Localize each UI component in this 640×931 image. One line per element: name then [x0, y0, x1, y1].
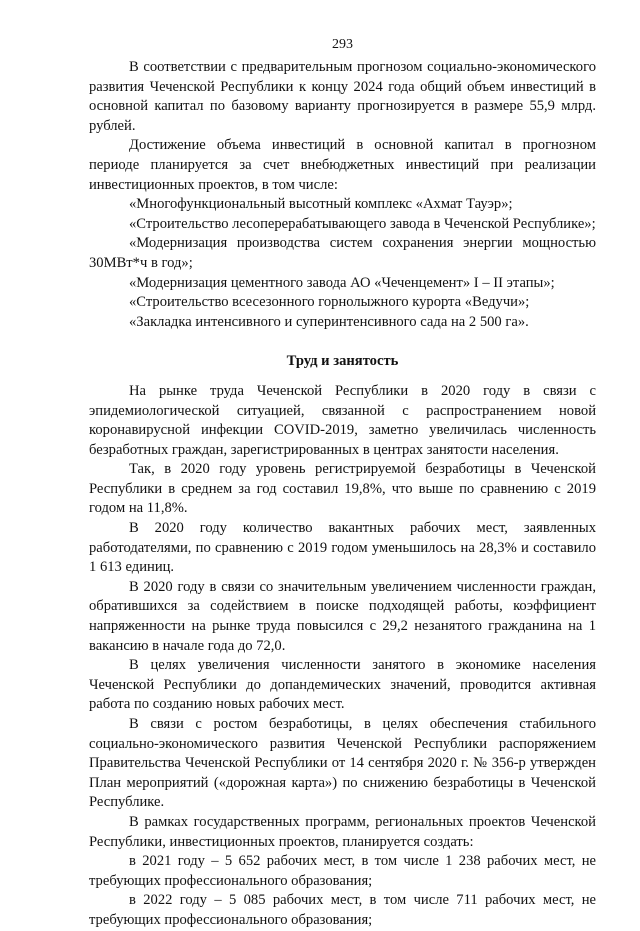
project-item: «Модернизация цементного завода АО «Чеченцемент» I – II этапы»; [129, 274, 555, 291]
project-item: «Модернизация производства систем сохранения энергии мощностью 30МВт*ч в год»; [89, 235, 596, 271]
paragraph-tension-coefficient: В 2020 году в связи со значительным увеличением численности граждан, обратившихся за содействием в поиске подходящей работы, коэффициент напряженности на рынке труда повысился с 29,2 незанятого гражданина на 1 вакансию в начале года до 72,0. [89, 578, 596, 654]
paragraph-new-jobs: В целях увеличения численности занятого в экономике населения Чеченской Республики до допандемических значений, проводится активная работа по созданию новых рабочих мест. [89, 657, 596, 713]
page-number: 293 [332, 37, 353, 52]
paragraph-unemployment-rate: Так, в 2020 году уровень регистрируемой безработицы в Чеченской Республики в среднем за год составил 19,8%, что выше по сравнению с 2019 годом на 11,8%. [89, 461, 596, 517]
project-item: «Строительство лесоперерабатывающего завода в Чеченской Республике»; [129, 215, 596, 232]
paragraph-vacancies: В 2020 году количество вакантных рабочих мест, заявленных работодателями, по сравнению с 2019 годом уменьшилось на 28,3% и составило 1 613 единиц. [89, 520, 596, 576]
project-item: «Многофункциональный высотный комплекс «Ахмат Тауэр»; [129, 196, 513, 213]
paragraph-investment-projects: Достижение объема инвестиций в основной капитал в прогнозном периоде планируется за счет внебюджетных инвестиций при реализации инвестиционных проектов, в том числе: [89, 137, 596, 193]
paragraph-labor-market: На рынке труда Чеченской Республики в 2020 году в связи с эпидемиологической ситуацией, связанной с распространением новой коронавирусной инфекции COVID-2019, заметно увеличилась численность безработных граждан, зарегистрированных в центрах занятости населения. [89, 382, 596, 458]
paragraph-investment-forecast: В соответствии с предварительным прогнозом социально-экономического развития Чеченской Республики к концу 2024 года общий объем инвестиций в основной капитал по базовому варианту прогнозируется в размере 55,9 млрд. рублей. [89, 59, 596, 134]
project-item: «Строительство всесезонного горнолыжного курорта «Ведучи»; [129, 294, 530, 311]
document-page [89, 36, 596, 931]
section-heading: Труд и занятость [286, 353, 399, 370]
project-item: «Закладка интенсивного и суперинтенсивного сада на 2 500 га». [129, 313, 529, 330]
jobs-item-2021: в 2021 году – 5 652 рабочих мест, в том числе 1 238 рабочих мест, не требующих профессионального образования; [89, 853, 596, 889]
paragraph-programs: В рамках государственных программ, региональных проектов Чеченской Республики, инвестиционных проектов, планируется создать: [89, 813, 596, 850]
jobs-item-2022: в 2022 году – 5 085 рабочих мест, в том числе 711 рабочих мест, не требующих профессионального образования; [89, 892, 596, 928]
paragraph-roadmap: В связи с ростом безработицы, в целях обеспечения стабильного социально-экономического развития Чеченской Республики распоряжением Правительства Чеченской Республики от 14 сентября 2020 г. № 356-р утвержден План мероприятий («дорожная карта») по снижению безработицы в Чеченской Республике. [89, 716, 596, 811]
